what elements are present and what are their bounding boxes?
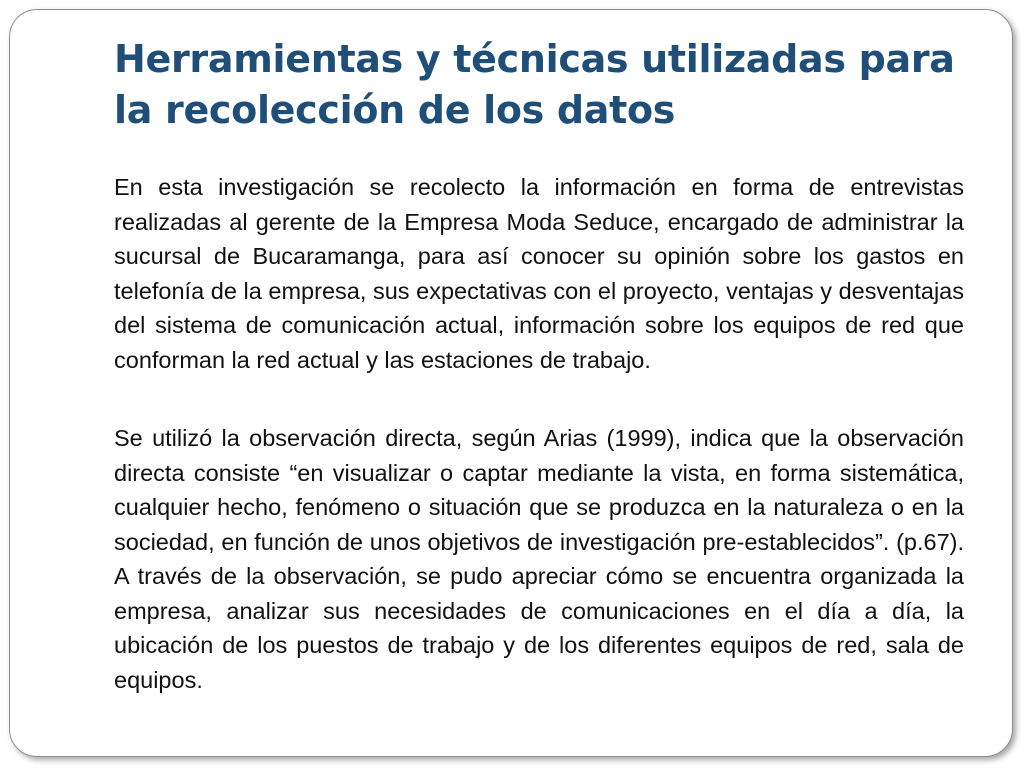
paragraph-observation: Se utilizó la observación directa, según Arias (1999), indica que la observación directa consiste “en visualizar o captar mediante la vista, en forma sistemática, cualquier hecho, fenómeno o situación que se produzca en la naturaleza o en la sociedad, en función de unos objetivos de investigación pre-establecidos”. (p.67). A través de la observación, se pudo apreciar cómo se encuentra organizada la empresa, analizar sus necesidades de comunicaciones en el día a día, la ubicación de los puestos de trabajo y de los diferentes equipos de red, sala de equipos.	[114, 425, 964, 693]
slide-body	[114, 170, 964, 697]
slide-title: Herramientas y técnicas utilizadas para la recolección de los datos	[114, 37, 955, 132]
paragraph-interviews: En esta investigación se recolecto la información en forma de entrevistas realizadas al gerente de la Empresa Moda Seduce, encargado de administrar la sucursal de Bucaramanga, para así conocer su opinión sobre los gastos en telefonía de la empresa, sus expectativas con el proyecto, ventajas y desventajas del sistema de comunicación actual, información sobre los equipos de red que conforman la red actual y las estaciones de trabajo.	[114, 174, 964, 373]
